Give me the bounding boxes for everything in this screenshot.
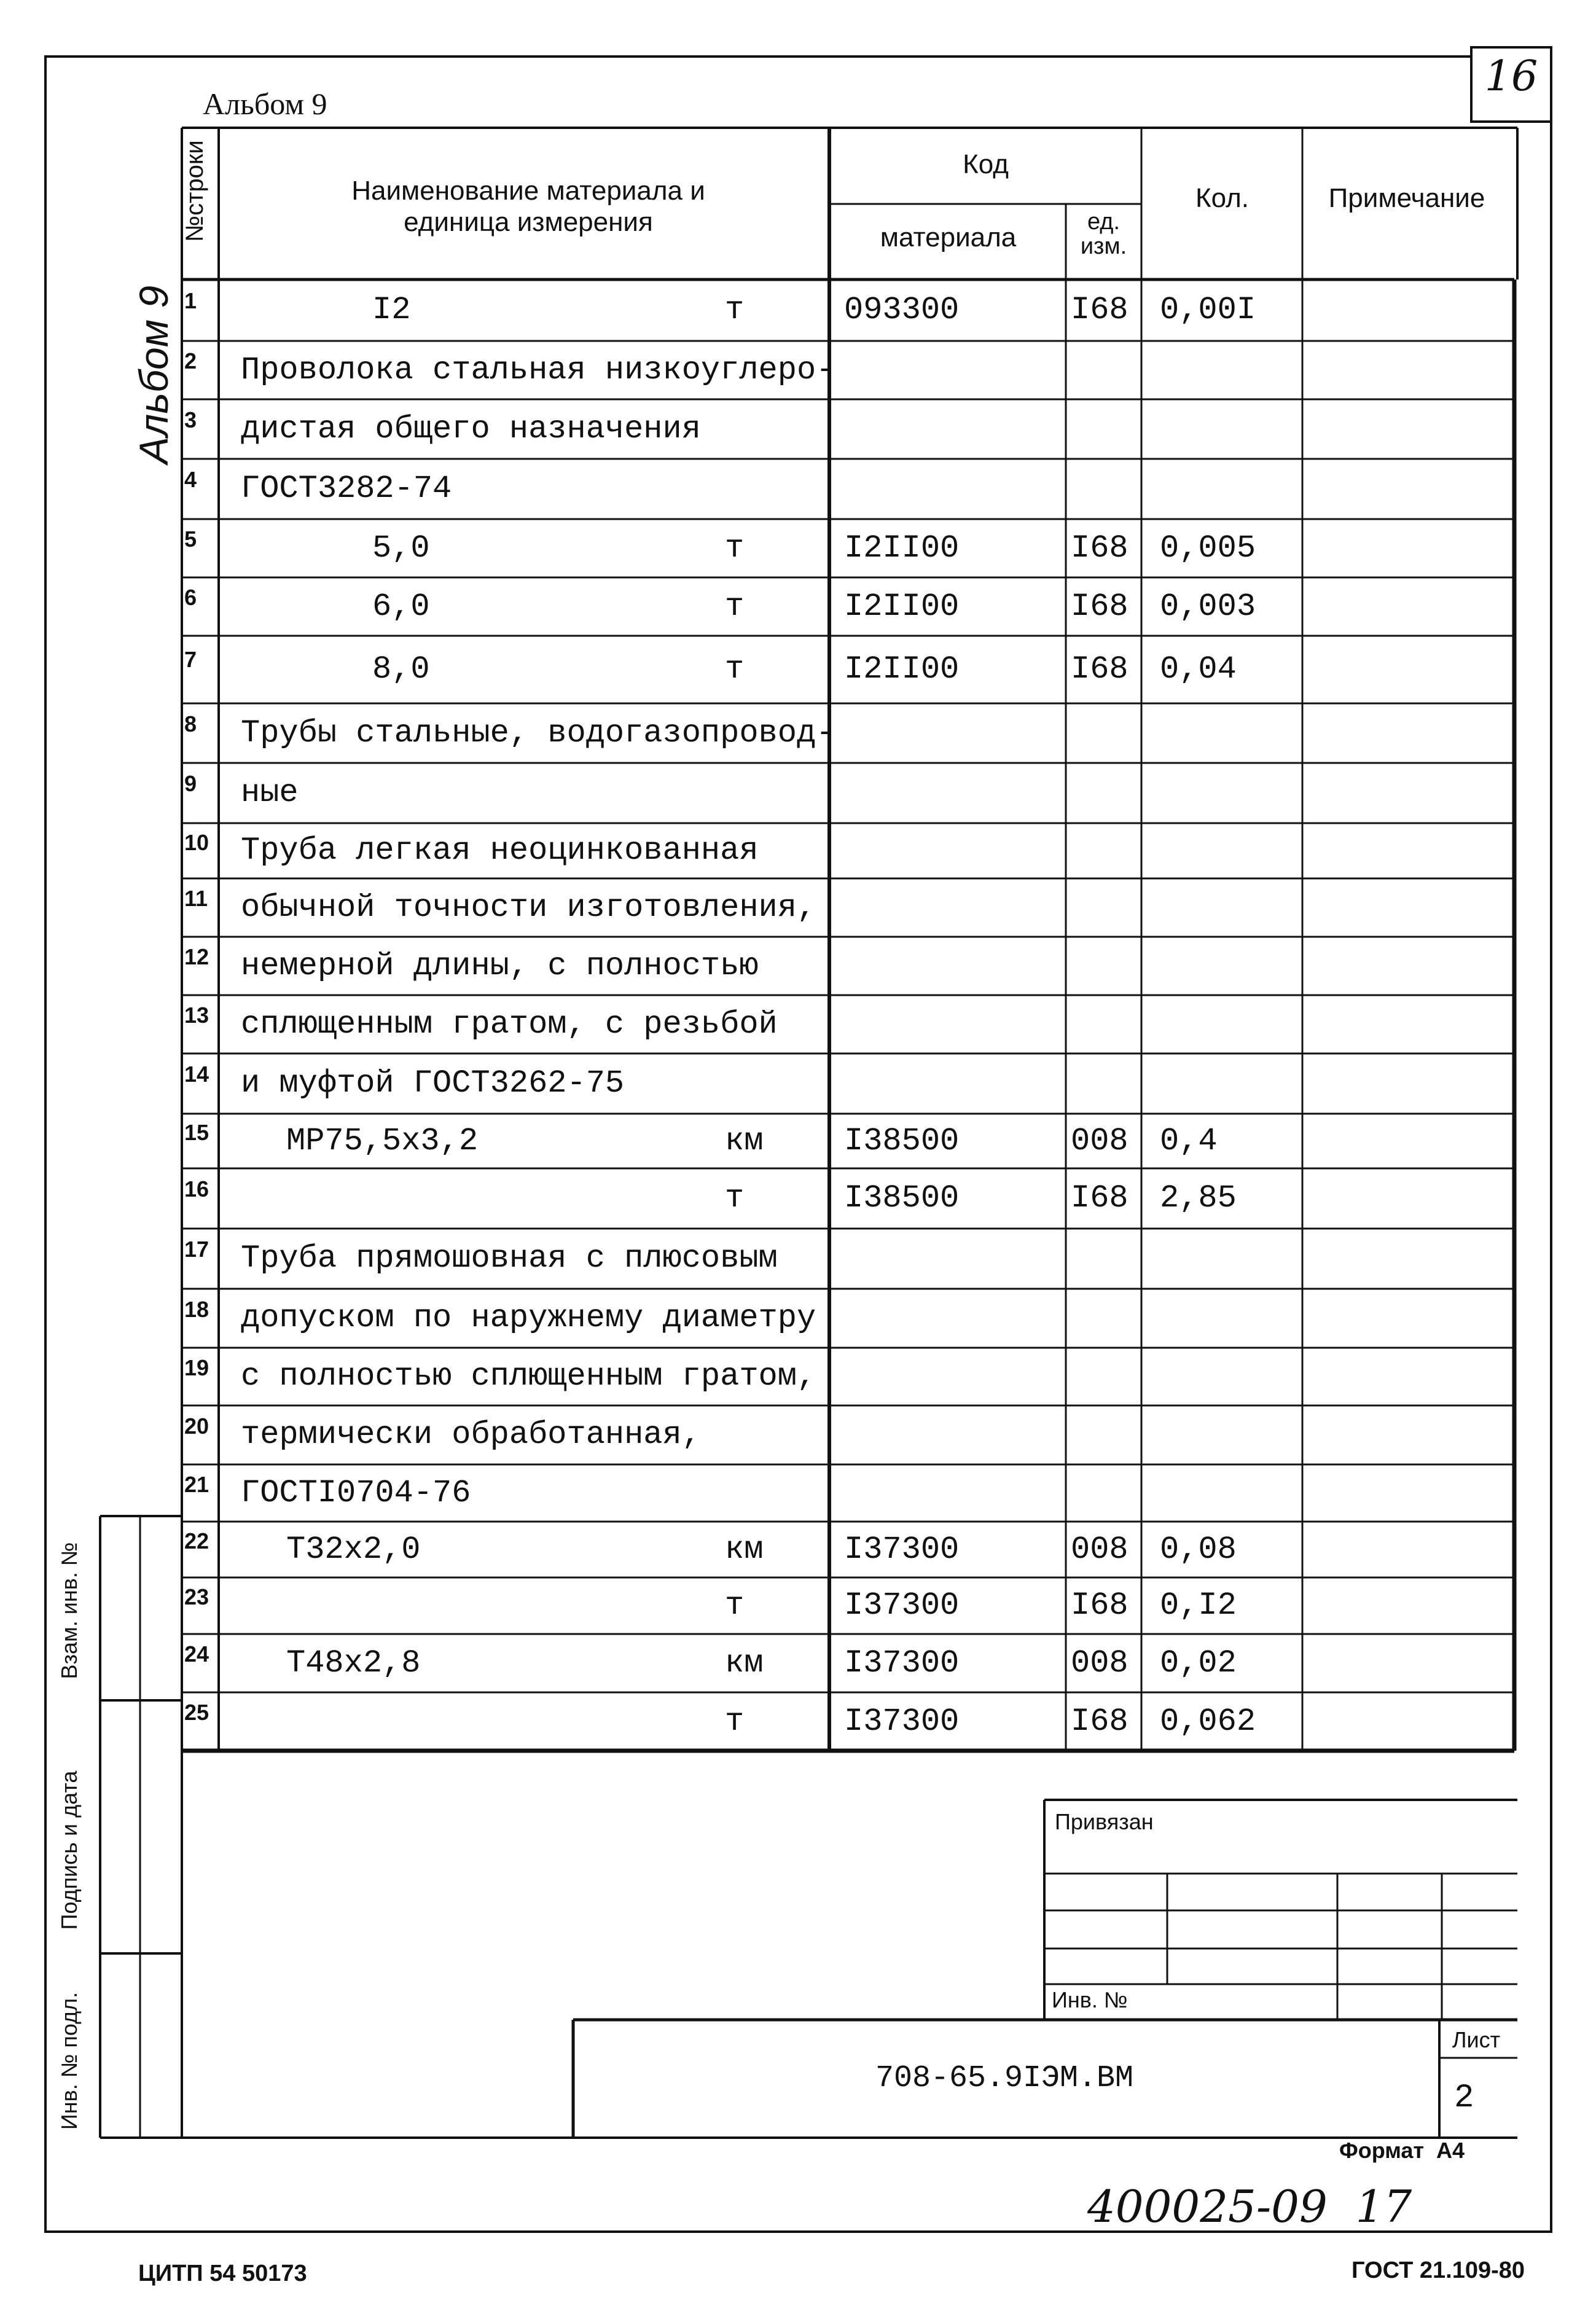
name-unit <box>725 1289 799 1348</box>
row-number: 16 <box>184 1176 209 1202</box>
material-name: и муфтой ГОСТ3262-75 <box>241 1065 625 1101</box>
table-row <box>182 1522 1514 1577</box>
quantity <box>1160 937 1299 995</box>
material-code <box>844 459 1062 519</box>
material-code <box>844 341 1062 399</box>
quantity: 0,I2 <box>1160 1587 1237 1624</box>
stamp-list-value: 2 <box>1454 2079 1474 2117</box>
unit-code: I68 <box>1071 530 1129 566</box>
name-unit: т <box>725 292 745 328</box>
quantity: 0,08 <box>1160 1531 1237 1568</box>
unit-code <box>1071 703 1140 763</box>
material-name: 5,0 <box>372 530 430 566</box>
material-name: Проволока стальная низкоуглеро- <box>241 352 835 388</box>
material-code <box>844 995 1062 1054</box>
table-row <box>182 1054 1514 1114</box>
row-number: 9 <box>184 771 197 796</box>
name-unit <box>725 763 799 823</box>
quantity: 0,062 <box>1160 1703 1256 1740</box>
table-row <box>182 1229 1514 1289</box>
name-unit: км <box>725 1645 764 1681</box>
unit-code: 008 <box>1071 1531 1129 1568</box>
material-name: с полностью сплющенным гратом, <box>241 1358 816 1394</box>
row-number: 13 <box>184 1003 209 1028</box>
name-unit <box>725 937 799 995</box>
row-number: 23 <box>184 1584 209 1609</box>
row-number: 5 <box>184 526 197 552</box>
stamp-inv-no: Инв. № <box>1052 1987 1128 2012</box>
unit-code <box>1071 341 1140 399</box>
header-name: Наименование материала и единица измерения <box>351 176 705 237</box>
document-code: 708-65.9IЭМ.ВМ <box>875 2061 1134 2096</box>
unit-code <box>1071 1464 1140 1522</box>
unit-code <box>1071 1289 1140 1348</box>
row-number: 6 <box>184 585 197 610</box>
material-name <box>241 1577 706 1634</box>
material-name: Т48х2,8 <box>286 1645 421 1681</box>
row-number: 20 <box>184 1413 209 1439</box>
stamp-list-label: Лист <box>1452 2027 1501 2052</box>
unit-code <box>1071 1054 1140 1114</box>
material-code: 093300 <box>844 292 960 328</box>
quantity: 2,85 <box>1160 1180 1237 1216</box>
material-code <box>844 878 1062 937</box>
row-number: 25 <box>184 1700 209 1725</box>
table-row <box>182 937 1514 995</box>
table-row <box>182 1168 1514 1229</box>
name-unit: км <box>725 1123 764 1159</box>
unit-code <box>1071 937 1140 995</box>
table-row <box>182 878 1514 937</box>
name-unit <box>725 399 799 459</box>
table-row <box>182 1634 1514 1692</box>
material-code: I37300 <box>844 1531 960 1568</box>
quantity <box>1160 1405 1299 1464</box>
row-number: 14 <box>184 1061 209 1087</box>
material-code: I37300 <box>844 1587 960 1624</box>
material-code <box>844 399 1062 459</box>
row-number: 22 <box>184 1528 209 1554</box>
row-number: 2 <box>184 348 197 373</box>
quantity <box>1160 1289 1299 1348</box>
material-code <box>844 703 1062 763</box>
material-code: I2II00 <box>844 651 960 687</box>
table-row <box>182 1692 1514 1751</box>
unit-code <box>1071 878 1140 937</box>
unit-code <box>1071 459 1140 519</box>
unit-code: I68 <box>1071 651 1129 687</box>
quantity <box>1160 341 1299 399</box>
quantity <box>1160 995 1299 1054</box>
material-code <box>844 937 1062 995</box>
table-row <box>182 280 1514 341</box>
unit-code: 008 <box>1071 1123 1129 1159</box>
name-unit: т <box>725 1587 745 1624</box>
material-name: термически обработанная, <box>241 1417 701 1453</box>
quantity: 0,00I <box>1160 292 1256 328</box>
material-name: сплющенным гратом, с резьбой <box>241 1006 778 1042</box>
material-name: ГОСТ3282-74 <box>241 471 452 507</box>
material-name: Трубы стальные, водогазопровод- <box>241 715 835 751</box>
unit-code: I68 <box>1071 1703 1129 1740</box>
table-row <box>182 763 1514 823</box>
table-row <box>182 636 1514 703</box>
row-number: 12 <box>184 944 209 969</box>
material-code: I2II00 <box>844 588 960 625</box>
material-code <box>844 1348 1062 1405</box>
table-row <box>182 1577 1514 1634</box>
material-name: I2 <box>372 292 411 328</box>
material-code <box>844 823 1062 878</box>
quantity: 0,04 <box>1160 651 1237 687</box>
row-number: 4 <box>184 467 197 492</box>
table-row <box>182 1348 1514 1405</box>
name-unit <box>725 823 799 878</box>
material-name <box>241 1168 706 1229</box>
quantity: 0,4 <box>1160 1123 1218 1159</box>
row-number: 17 <box>184 1237 209 1262</box>
footer-right: ГОСТ 21.109-80 <box>1352 2258 1525 2283</box>
material-name: ные <box>241 775 299 811</box>
side-podpis-data: Подпись и дата <box>57 1770 82 1930</box>
material-code <box>844 1229 1062 1289</box>
material-name: Труба легкая неоцинкованная <box>241 832 759 869</box>
material-code: I2II00 <box>844 530 960 566</box>
album-label: Альбом 9 <box>203 87 327 121</box>
footer-left: ЦИТП 54 50173 <box>138 2261 307 2286</box>
table-row <box>182 1405 1514 1464</box>
row-number: 18 <box>184 1297 209 1322</box>
row-number: 21 <box>184 1472 209 1497</box>
row-number: 1 <box>184 288 197 313</box>
unit-code: I68 <box>1071 1587 1129 1624</box>
row-number: 15 <box>184 1120 209 1145</box>
name-unit: км <box>725 1531 764 1568</box>
table-row <box>182 519 1514 577</box>
table-row <box>182 1464 1514 1522</box>
unit-code <box>1071 399 1140 459</box>
header-code: Код <box>963 149 1009 179</box>
unit-code <box>1071 1348 1140 1405</box>
quantity: 0,003 <box>1160 588 1256 625</box>
quantity <box>1160 1348 1299 1405</box>
table-row <box>182 341 1514 399</box>
header-material: материала <box>880 222 1017 252</box>
table-row <box>182 1114 1514 1168</box>
stamp-privyazan: Привязан <box>1055 1809 1154 1834</box>
name-unit <box>725 341 799 399</box>
material-code: I38500 <box>844 1123 960 1159</box>
side-inv-podl: Инв. № подл. <box>57 1992 82 2130</box>
name-unit <box>725 1405 799 1464</box>
table-row <box>182 995 1514 1054</box>
material-name: обычной точности изготовления, <box>241 889 816 926</box>
row-number: 10 <box>184 830 209 855</box>
unit-code <box>1071 1405 1140 1464</box>
material-name: МР75,5х3,2 <box>286 1123 479 1159</box>
format-label: Формат А4 <box>1339 2138 1465 2163</box>
header-note: Примечание <box>1328 183 1485 213</box>
material-code <box>844 1054 1062 1114</box>
material-name: ГОСТI0704-76 <box>241 1475 471 1511</box>
side-vzam-inv: Взам. инв. № <box>57 1542 82 1679</box>
material-name: дистая общего назначения <box>241 411 701 447</box>
material-name: допуском по наружнему диаметру <box>241 1300 816 1336</box>
table-row <box>182 399 1514 459</box>
name-unit <box>725 1229 799 1289</box>
name-unit <box>725 1464 799 1522</box>
name-unit <box>725 459 799 519</box>
header-row-number: №строки <box>181 140 208 242</box>
name-unit: т <box>725 651 745 687</box>
quantity: 0,005 <box>1160 530 1256 566</box>
quantity <box>1160 1054 1299 1114</box>
material-code: I37300 <box>844 1703 960 1740</box>
sheet-number: 16 <box>1484 52 1538 101</box>
unit-code: I68 <box>1071 588 1129 625</box>
name-unit: т <box>725 588 745 625</box>
quantity <box>1160 763 1299 823</box>
name-unit <box>725 1348 799 1405</box>
unit-code: 008 <box>1071 1645 1129 1681</box>
material-name: 6,0 <box>372 588 430 625</box>
unit-code <box>1071 1229 1140 1289</box>
unit-code <box>1071 995 1140 1054</box>
row-number: 19 <box>184 1355 209 1380</box>
name-unit <box>725 1054 799 1114</box>
unit-code: I68 <box>1071 1180 1129 1216</box>
name-unit <box>725 995 799 1054</box>
material-code <box>844 763 1062 823</box>
name-unit: т <box>725 530 745 566</box>
row-number: 8 <box>184 711 197 737</box>
album-side-label: Альбом 9 <box>131 285 176 464</box>
row-number: 7 <box>184 647 197 672</box>
material-code <box>844 1405 1062 1464</box>
quantity <box>1160 1464 1299 1522</box>
material-name: Т32х2,0 <box>286 1531 421 1568</box>
table-row <box>182 459 1514 519</box>
table-row <box>182 577 1514 636</box>
quantity <box>1160 459 1299 519</box>
quantity <box>1160 399 1299 459</box>
name-unit <box>725 878 799 937</box>
material-name: Труба прямошовная с плюсовым <box>241 1240 778 1276</box>
material-name: 8,0 <box>372 651 430 687</box>
unit-code <box>1071 763 1140 823</box>
unit-code <box>1071 823 1140 878</box>
row-number: 11 <box>184 886 208 911</box>
material-code: I37300 <box>844 1645 960 1681</box>
material-code <box>844 1289 1062 1348</box>
material-code <box>844 1464 1062 1522</box>
header-qty: Кол. <box>1195 183 1250 213</box>
quantity <box>1160 823 1299 878</box>
row-number: 24 <box>184 1641 209 1667</box>
table-row <box>182 1289 1514 1348</box>
material-name <box>241 1692 706 1751</box>
name-unit: т <box>725 1180 745 1216</box>
header-unit: ед. изм. <box>1080 209 1127 259</box>
handwritten-code: 400025-09 17 <box>1087 2181 1412 2232</box>
quantity <box>1160 878 1299 937</box>
quantity <box>1160 703 1299 763</box>
name-unit: т <box>725 1703 745 1740</box>
material-code: I38500 <box>844 1180 960 1216</box>
table-row <box>182 823 1514 878</box>
quantity: 0,02 <box>1160 1645 1237 1681</box>
quantity <box>1160 1229 1299 1289</box>
name-unit <box>725 703 799 763</box>
row-number: 3 <box>184 407 197 432</box>
unit-code: I68 <box>1071 292 1129 328</box>
table-row <box>182 703 1514 763</box>
material-name: немерной длины, с полностью <box>241 948 759 984</box>
